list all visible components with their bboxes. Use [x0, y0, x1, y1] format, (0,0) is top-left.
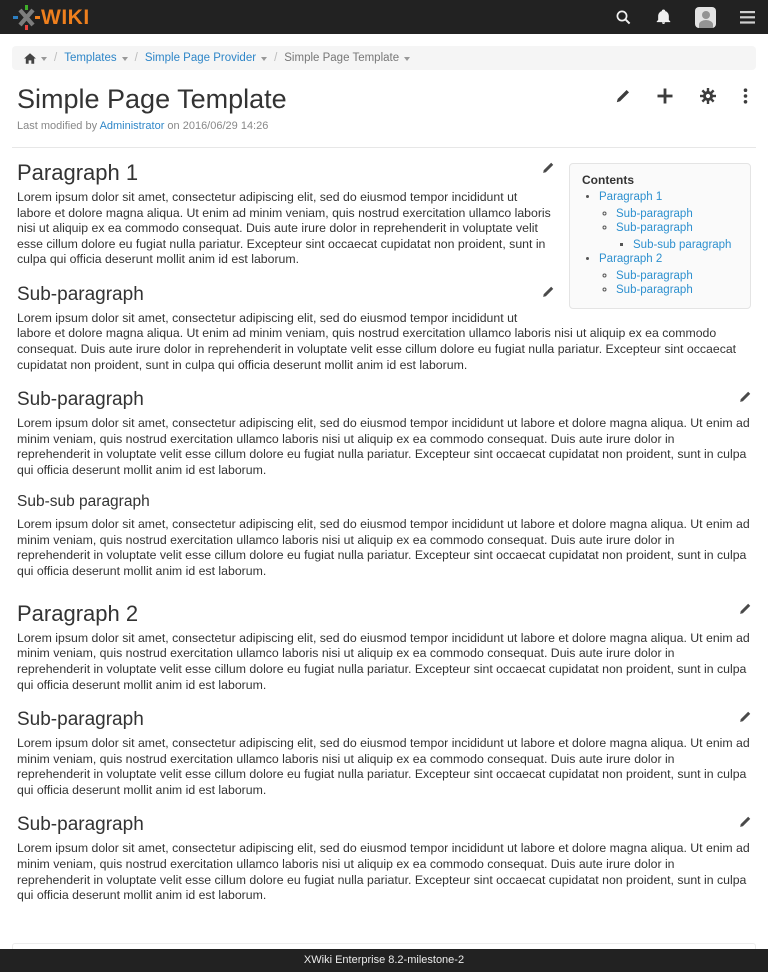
toc-item: [616, 207, 740, 222]
section-heading: [17, 709, 751, 731]
version-text: XWiki Enterprise 8.2-milestone-2: [303, 953, 465, 966]
breadcrumb-item[interactable]: [145, 52, 267, 64]
last-modified-suffix: on 2016/06/29 14:26: [167, 119, 269, 132]
table-of-contents: [569, 163, 751, 309]
section-paragraph: Lorem ipsum dolor sit amet, consectetur adipiscing elit, sed do eiusmod tempor incididunt ut labore et dolore magna aliqua. Ut enim ad minim veniam, quis nostrud exercitation ullamco laboris nisi ut aliquip ex ea commodo consequat. Duis aute irure dolor in reprehenderit in voluptate velit esse cillum dolore eu fugiat nulla pariatur. Excepteur sint occaecat cupidatat non proident, sunt in culpa qui officia deserunt mollit anim id est laborum.: [17, 416, 750, 477]
section-heading: [17, 814, 751, 836]
xwiki-logo-x-icon: [13, 5, 40, 30]
toc-link[interactable]: Sub-paragraph: [616, 269, 693, 282]
page-title: Simple Page Template: [17, 84, 287, 114]
section-paragraph: Lorem ipsum dolor sit amet, consectetur adipiscing elit, sed do eiusmod tempor incididunt ut labore et dolore magna aliqua. Ut enim ad minim veniam, quis nostrud exercitation ullamco laboris nisi ut aliquip ex ea commodo consequat. Duis aute irure dolor in reprehenderit in voluptate velit esse cillum dolore eu fugiat nulla pariatur. Excepteur sint occaecat cupidatat non proident, sunt in culpa qui officia deserunt mollit anim id est laborum.: [17, 841, 750, 903]
breadcrumb-item[interactable]: [284, 52, 410, 64]
section-edit-pencil-icon[interactable]: [542, 284, 554, 301]
section-heading: [17, 389, 751, 411]
toc-list-root: [582, 190, 740, 298]
breadcrumb: [12, 46, 756, 70]
breadcrumb-item-label: Simple Page Template: [284, 52, 400, 64]
create-page-button[interactable]: [657, 88, 673, 104]
breadcrumb-separator: /: [54, 52, 58, 64]
last-modified-user-link[interactable]: Administrator: [99, 119, 165, 132]
section-edit-pencil-icon[interactable]: [739, 814, 751, 831]
notifications-bell-icon[interactable]: [656, 9, 671, 25]
section-title: Sub-paragraph: [17, 389, 144, 411]
section-edit-pencil-icon[interactable]: [739, 601, 751, 618]
top-navbar: [0, 0, 768, 34]
more-actions-kebab-icon[interactable]: [743, 88, 748, 104]
hamburger-menu-icon[interactable]: [740, 11, 755, 24]
avatar-image: [695, 7, 716, 28]
toc-item: [599, 252, 740, 298]
toc-link[interactable]: Paragraph 2: [599, 253, 663, 266]
toc-link[interactable]: Sub-sub paragraph: [633, 238, 732, 251]
breadcrumb-separator: /: [274, 52, 278, 64]
version-footer: [0, 949, 768, 972]
last-modified-prefix: Last modified by: [17, 119, 98, 132]
section-paragraph: Lorem ipsum dolor sit amet, consectetur adipiscing elit, sed do eiusmod tempor incididunt ut labore et dolore magna aliqua. Ut enim ad minim veniam, quis nostrud exercitation ullamco laboris nisi ut aliquip ex ea commodo consequat. Duis aute irure dolor in reprehenderit in voluptate velit esse cillum dolore eu fugiat nulla pariatur. Excepteur sint occaecat cupidatat non proident, sunt in culpa qui officia deserunt mollit anim id est laborum.: [17, 189, 551, 267]
section-title: Sub-sub paragraph: [17, 493, 150, 511]
section-paragraph: Lorem ipsum dolor sit amet, consectetur adipiscing elit, sed do eiusmod tempor incididunt ut labore et dolore magna aliqua. Ut enim ad minim veniam, quis nostrud exercitation ullamco laboris nisi ut aliquip ex ea commodo consequat. Duis aute irure dolor in reprehenderit in voluptate velit esse cillum dolore eu fugiat nulla pariatur. Excepteur sint occaecat cupidatat non proident, sunt in culpa qui officia deserunt mollit anim id est laborum.: [17, 517, 750, 578]
xwiki-logo-text: WIKI: [41, 5, 90, 29]
section-edit-pencil-icon[interactable]: [739, 389, 751, 406]
last-modified-line: [17, 120, 751, 132]
toc-link[interactable]: Paragraph 1: [599, 191, 663, 204]
section-paragraph: Lorem ipsum dolor sit amet, consectetur adipiscing elit, sed do eiusmod tempor incididunt ut labore et dolore magna aliqua. Ut enim ad minim veniam, quis nostrud exercitation ullamco laboris nisi ut aliquip ex ea commodo consequat. Duis aute irure dolor in reprehenderit in voluptate velit esse cillum dolore eu fugiat nulla pariatur. Excepteur sint occaecat cupidatat non proident, sunt in culpa qui officia deserunt mollit anim id est laborum.: [17, 630, 750, 692]
search-icon[interactable]: [615, 9, 632, 26]
chevron-down-icon[interactable]: [41, 57, 47, 61]
breadcrumb-item-label: Templates: [64, 52, 117, 64]
breadcrumb-home-icon[interactable]: [24, 53, 47, 64]
breadcrumb-item[interactable]: [64, 52, 127, 64]
toc-item: [633, 238, 740, 253]
toc-link[interactable]: Sub-paragraph: [616, 222, 693, 235]
section-heading: [17, 601, 751, 626]
edit-page-button[interactable]: [615, 88, 630, 104]
user-avatar[interactable]: [695, 7, 716, 28]
breadcrumb-separator: /: [134, 52, 138, 64]
navbar-actions: [615, 7, 755, 28]
chevron-down-icon[interactable]: [122, 57, 128, 61]
page-header: [0, 70, 768, 132]
section-title: Sub-paragraph: [17, 814, 144, 836]
breadcrumb-item-label: Simple Page Provider: [144, 52, 257, 64]
section-heading: [17, 493, 751, 511]
header-divider: [12, 147, 756, 148]
chevron-down-icon[interactable]: [261, 57, 267, 61]
section-title: Sub-paragraph: [17, 283, 144, 305]
section-edit-pencil-icon[interactable]: [739, 709, 751, 726]
section-title: Paragraph 1: [17, 159, 139, 185]
xwiki-logo[interactable]: [13, 5, 90, 30]
toc-item: [616, 269, 740, 284]
chevron-down-icon[interactable]: [404, 57, 410, 61]
toc-link[interactable]: Sub-paragraph: [616, 207, 693, 220]
toc-item: [599, 190, 740, 252]
toc-item: [616, 283, 740, 298]
settings-gear-icon[interactable]: [700, 88, 716, 104]
section-paragraph: Lorem ipsum dolor sit amet, consectetur adipiscing elit, sed do eiusmod tempor incididunt ut labore et dolore magna aliqua. Ut enim ad minim veniam, quis nostrud exercitation ullamco laboris nisi ut aliquip ex ea commodo consequat. Duis aute irure dolor in reprehenderit in voluptate velit esse cillum dolore eu fugiat nulla pariatur. Excepteur sint occaecat cupidatat non proident, sunt in culpa qui officia deserunt mollit anim id est laborum.: [17, 736, 750, 797]
section-paragraph: Lorem ipsum dolor sit amet, consectetur adipiscing elit, sed do eiusmod tempor incididunt ut labore et dolore magna aliqua. Ut enim ad minim veniam, quis nostrud exercitation ullamco laboris nisi ut aliquip ex ea commodo consequat. Duis aute irure dolor in reprehenderit in voluptate velit esse cillum dolore eu fugiat nulla pariatur. Excepteur sint occaecat cupidatat non proident, sunt in culpa qui officia deserunt mollit anim id est laborum.: [17, 310, 737, 372]
section-title: Paragraph 2: [17, 600, 139, 626]
section-title: Sub-paragraph: [17, 709, 144, 731]
section-edit-pencil-icon[interactable]: [542, 160, 554, 177]
toc-title: Contents: [582, 172, 634, 187]
document-content: [0, 160, 768, 917]
toc-item: [616, 221, 740, 252]
toc-link[interactable]: Sub-paragraph: [616, 284, 693, 297]
page-actions: [615, 88, 751, 104]
